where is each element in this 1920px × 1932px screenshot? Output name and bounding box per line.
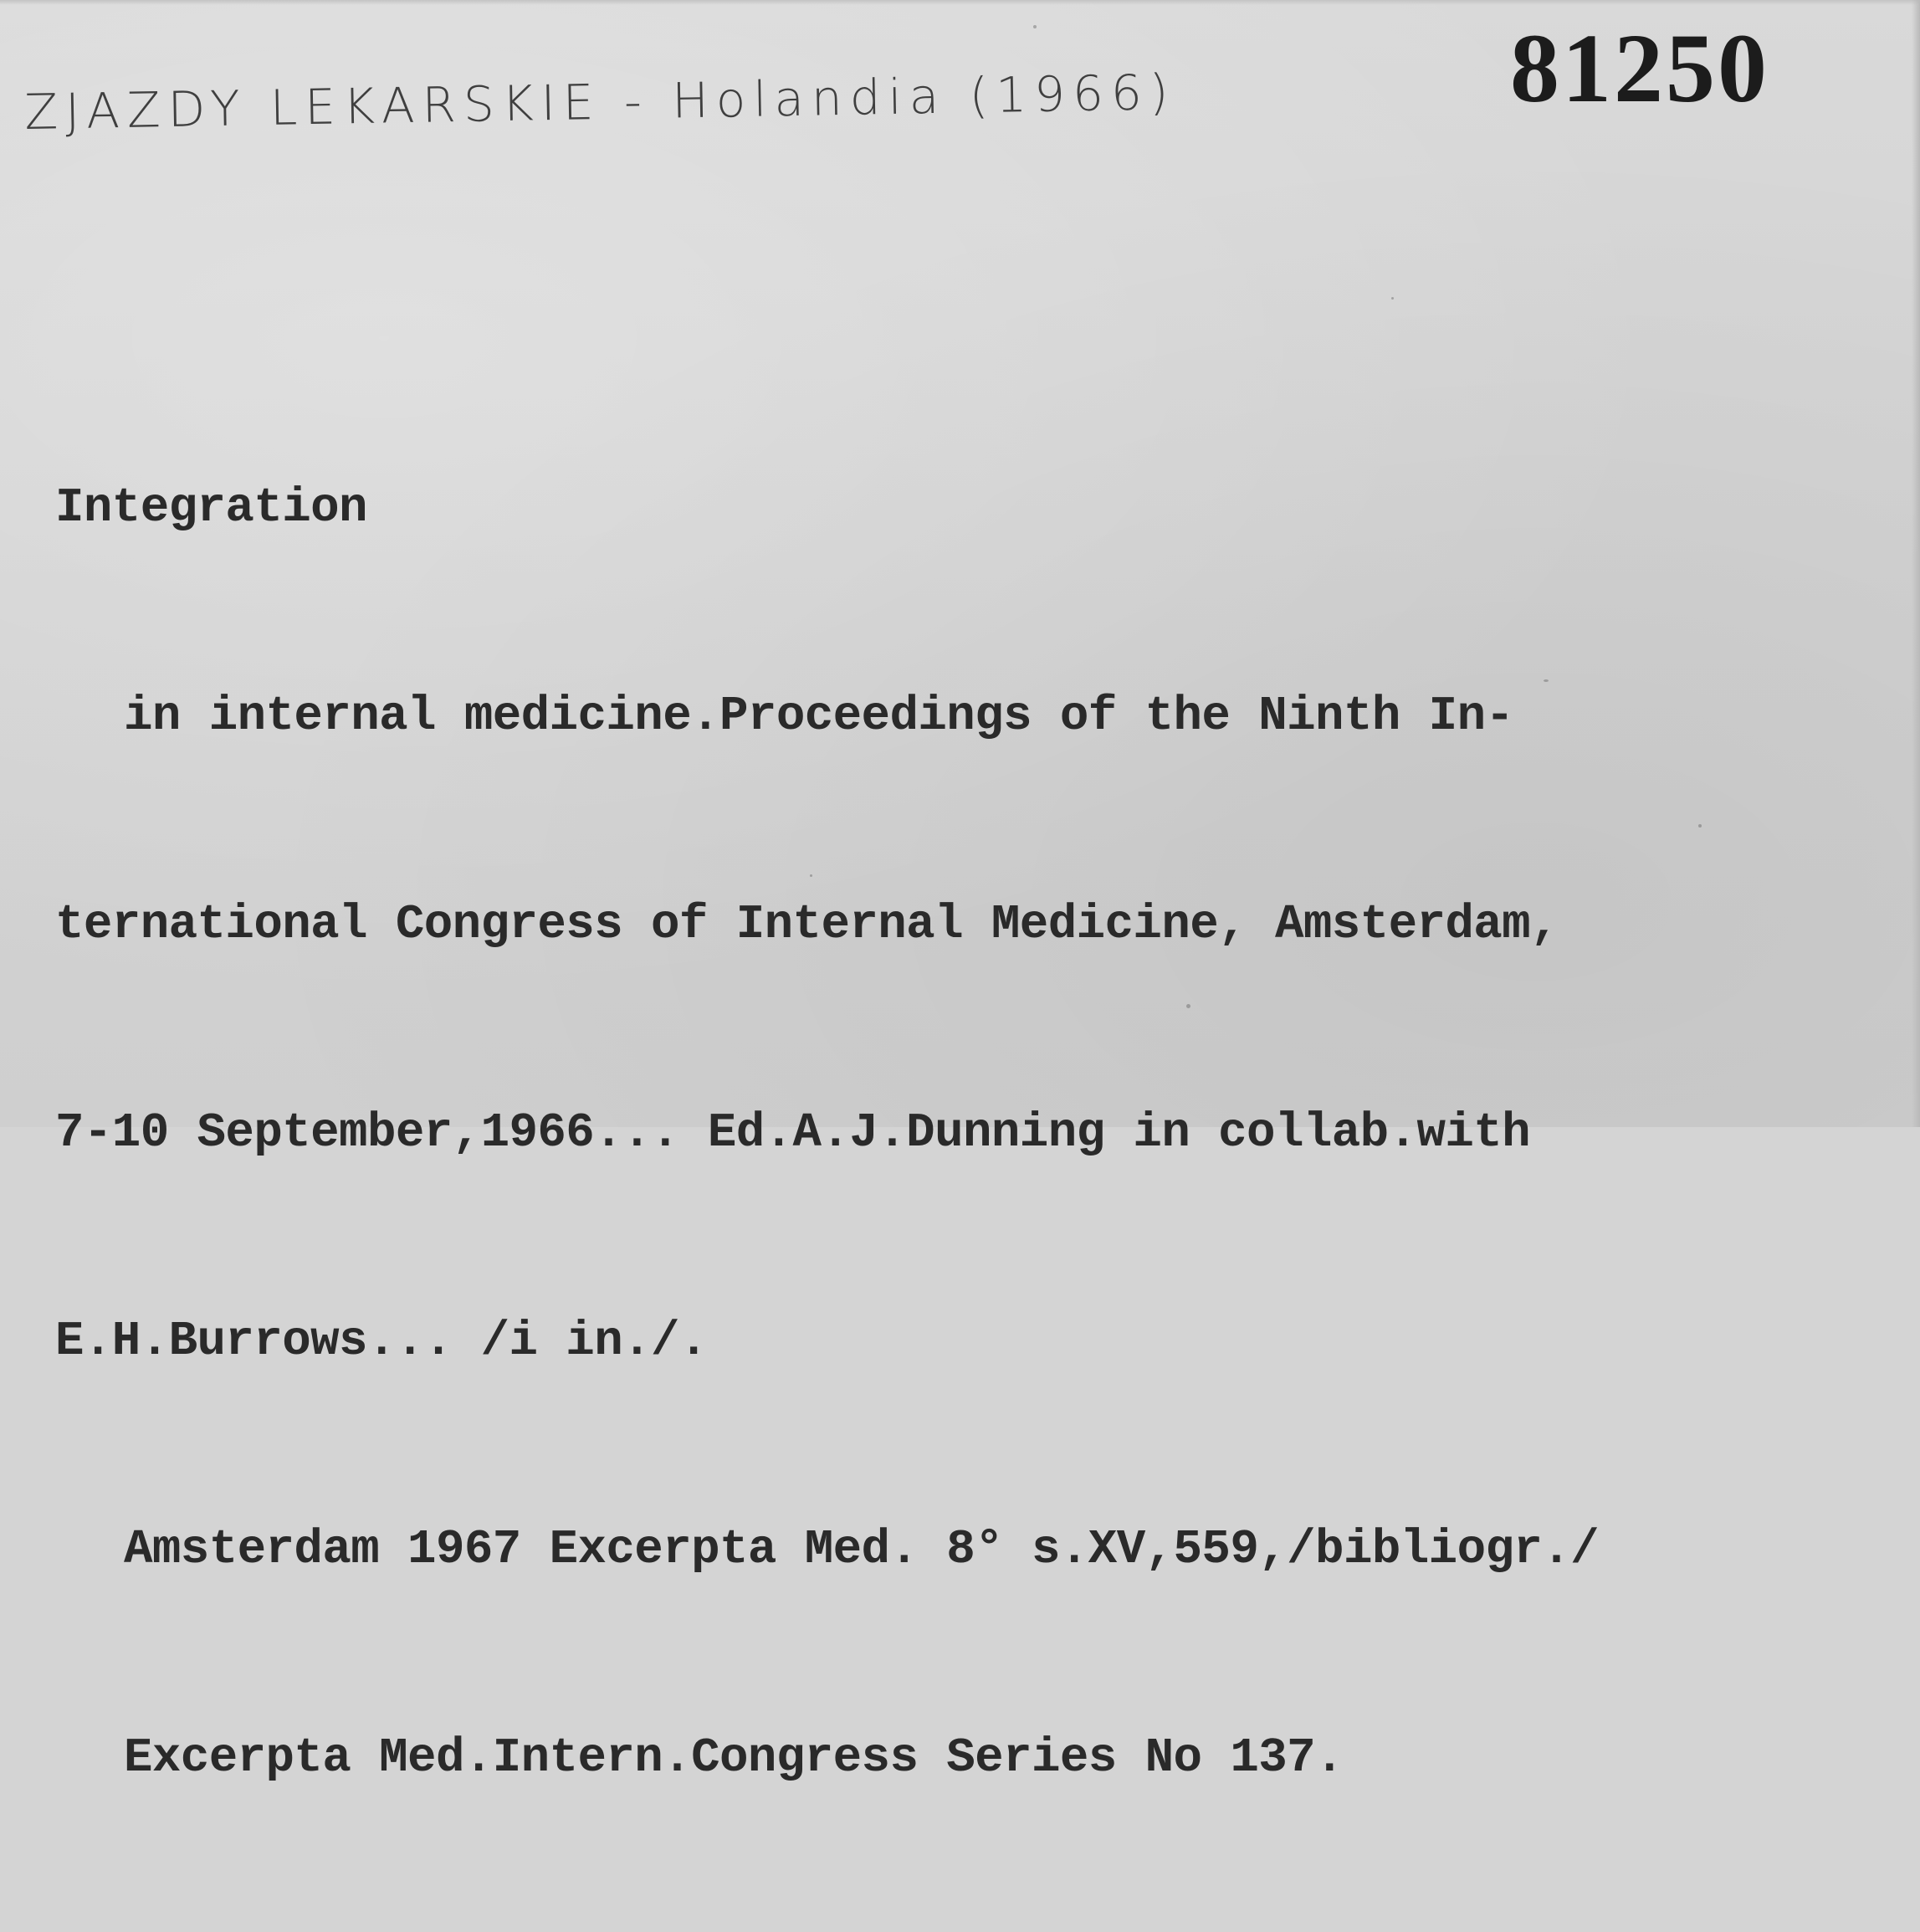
subject-heading: ZJAZDY LEKARSKIE - Holandia (1966) — [23, 63, 1177, 141]
paper-speck — [810, 874, 812, 877]
card-right-edge — [1912, 0, 1920, 1127]
entry-line: in internal medicine.Proceedings of the Ninth In- — [124, 689, 1514, 744]
series-line: Excerpta Med.Intern.Congress Series No 137. — [124, 1731, 1344, 1786]
entry-line: 7-10 September,1966... Ed.A.J.Dunning in collab.with — [55, 1106, 1531, 1161]
entry-line: ternational Congress of Internal Medicine, Amsterdam, — [55, 898, 1559, 952]
paper-speck — [1033, 25, 1037, 28]
paper-speck — [1544, 679, 1549, 682]
imprint-line: Amsterdam 1967 Excerpta Med. 8° s.XV,559,/bibliogr./ — [124, 1523, 1600, 1577]
paper-speck — [1186, 1004, 1190, 1008]
entry-line: E.H.Burrows... /i in./. — [55, 1314, 708, 1369]
bibliographic-entry — [55, 335, 1599, 1932]
card-top-edge — [0, 0, 1920, 5]
entry-title-line: Integration — [55, 481, 367, 536]
paper-speck — [1391, 297, 1394, 300]
call-number: 81250 — [1510, 13, 1769, 123]
paper-speck — [1698, 824, 1702, 828]
